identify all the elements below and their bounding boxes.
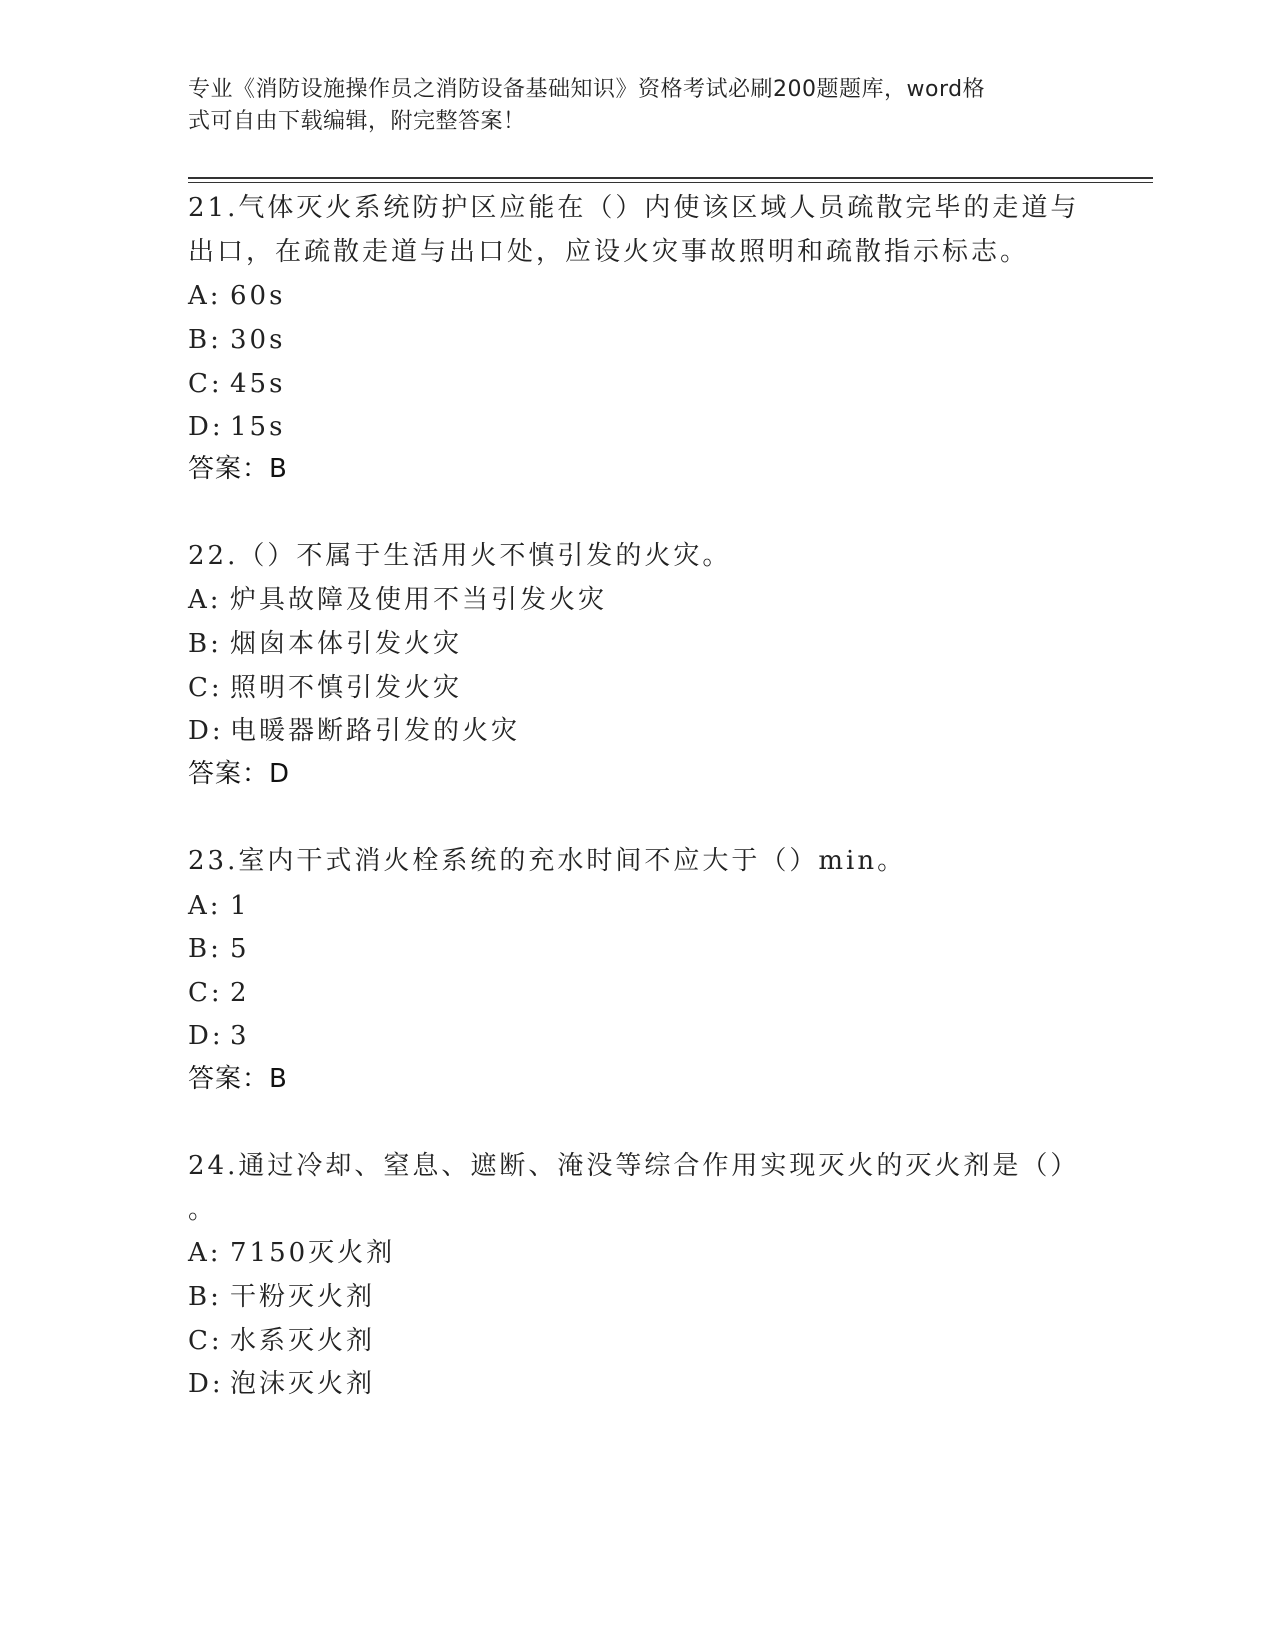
option-b [188, 622, 462, 666]
option-text: 泡沫灭火剂 [230, 1369, 376, 1399]
option-label: A: [188, 281, 222, 311]
option-text: 2 [230, 978, 250, 1008]
option-text: 15s [230, 412, 286, 442]
option-d [188, 709, 520, 753]
option-label: A: [188, 891, 222, 921]
option-label: C: [188, 369, 223, 399]
answer-line: 答案：D [188, 759, 291, 789]
option-text: 30s [230, 325, 286, 355]
option-label: C: [188, 1326, 223, 1356]
question-text-line: 22.（）不属于生活用火不慎引发的火灾。 [188, 541, 732, 571]
option-text: 照明不慎引发火灾 [230, 673, 463, 703]
option-c [188, 1319, 375, 1363]
option-text: 60s [230, 281, 286, 311]
option-c [188, 666, 462, 710]
question-text-line: 24.通过冷却、窒息、遮断、淹没等综合作用实现灭火的灭火剂是（） [188, 1151, 1080, 1181]
option-label: B: [188, 629, 222, 659]
option-a [188, 578, 607, 622]
option-label: B: [188, 934, 222, 964]
option-label: A: [188, 585, 222, 615]
option-text: 5 [230, 934, 250, 964]
question-text-line: 。 [188, 1195, 218, 1225]
option-d [188, 1362, 375, 1406]
document-header [188, 74, 1068, 138]
option-text: 烟囱本体引发火灾 [230, 629, 463, 659]
option-label: A: [188, 1238, 222, 1268]
option-text: 干粉灭火剂 [230, 1282, 376, 1312]
header-line-2: 式可自由下载编辑，附完整答案！ [188, 109, 526, 134]
option-label: D: [188, 412, 224, 442]
question-text-line: 23.室内干式消火栓系统的充水时间不应大于（）min。 [188, 846, 907, 876]
answer-line: 答案：B [188, 454, 288, 484]
header-divider-thick [188, 177, 1153, 179]
option-d [188, 1014, 250, 1058]
option-label: D: [188, 716, 224, 746]
option-c [188, 971, 250, 1015]
option-text: 3 [230, 1021, 250, 1051]
option-text: 炉具故障及使用不当引发火灾 [230, 585, 608, 615]
option-label: B: [188, 1282, 222, 1312]
option-a [188, 884, 250, 928]
option-label: B: [188, 325, 222, 355]
option-text: 电暖器断路引发的火灾 [230, 716, 521, 746]
answer-line: 答案：B [188, 1064, 288, 1094]
option-a [188, 274, 285, 318]
option-d [188, 405, 285, 449]
option-b [188, 927, 250, 971]
option-label: C: [188, 673, 223, 703]
header-divider-thin [188, 182, 1153, 183]
option-text: 45s [230, 369, 286, 399]
option-c [188, 362, 285, 406]
option-label: D: [188, 1369, 224, 1399]
option-b [188, 1275, 375, 1319]
option-a [188, 1231, 395, 1275]
question-text-line: 出口，在疏散走道与出口处，应设火灾事故照明和疏散指示标志。 [188, 237, 1030, 267]
option-text: 7150灭火剂 [230, 1238, 396, 1268]
option-label: D: [188, 1021, 224, 1051]
option-text: 水系灭火剂 [230, 1326, 376, 1356]
option-label: C: [188, 978, 223, 1008]
option-text: 1 [230, 891, 250, 921]
option-b [188, 318, 285, 362]
question-text-line: 21.气体灭火系统防护区应能在（）内使该区域人员疏散完毕的走道与 [188, 193, 1080, 223]
header-line-1: 专业《消防设施操作员之消防设备基础知识》资格考试必刷200题题库，word格 [188, 77, 986, 102]
